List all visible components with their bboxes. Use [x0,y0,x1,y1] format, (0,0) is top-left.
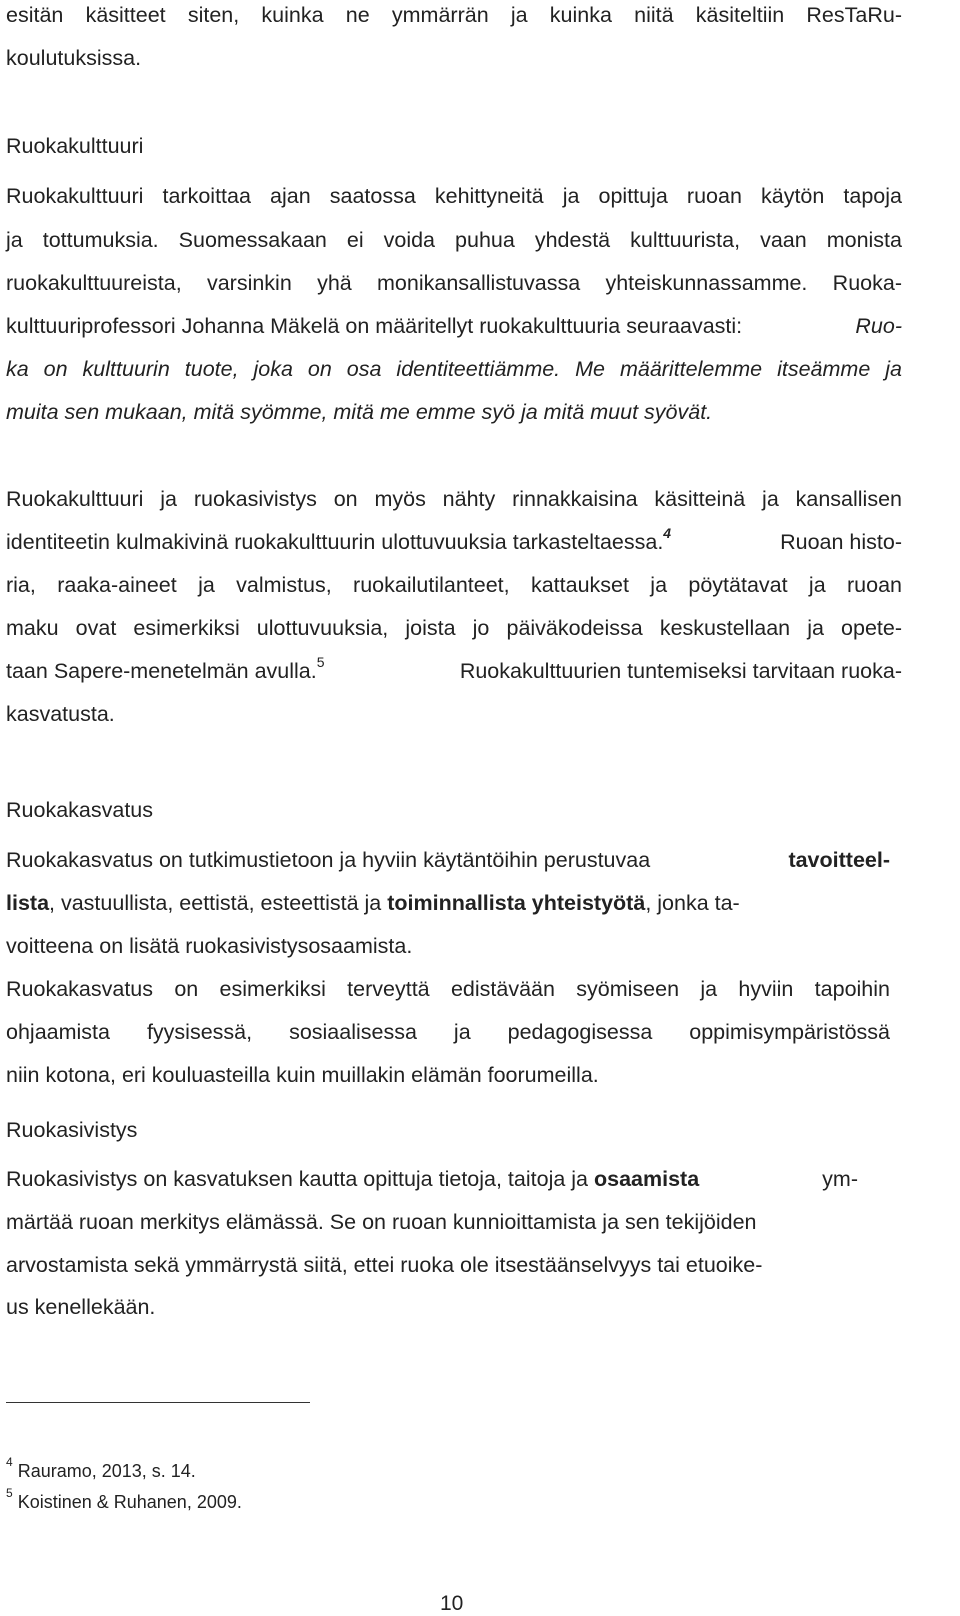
footnote [6,1486,242,1513]
paragraph-line: us kenellekään. [6,1295,156,1319]
line-segment-italic: Ruo- [855,314,902,338]
line-segment: kulttuuriprofessori Johanna Mäkelä on määritellyt ruokakulttuuria seuraavasti: [6,314,743,338]
paragraph-line: ruokakulttuureista, varsinkin yhä monikansallistuvassa yhteiskunnassamme. Ruoka- [6,271,902,295]
paragraph-line: Ruokakasvatus on esimerkiksi terveyttä edistävään syömiseen ja hyviin tapoihin [6,977,890,1001]
line-segment: taan Sapere-menetelmän avulla. [6,659,317,683]
paragraph-line-italic: ka on kulttuurin tuote, joka on osa identiteettiämme. Me määrittelemme itseämme ja [6,357,902,381]
paragraph-line [6,1166,858,1192]
section-heading-ruokasivistys: Ruokasivistys [6,1118,138,1142]
paragraph-line-italic: muita sen mukaan, mitä syömme, mitä me emme syö ja mitä muut syövät. [6,400,713,424]
page-number: 10 [440,1592,464,1615]
paragraph-line: ohjaamista fyysisessä, sosiaalisessa ja pedagogisessa oppimisympäristössä [6,1020,890,1044]
line-segment: ym- [822,1167,858,1191]
paragraph-line [6,313,902,339]
section-heading-ruokakulttuuri: Ruokakulttuuri [6,134,144,158]
paragraph-line [6,847,890,873]
line-segment-bold: tavoitteel- [788,848,890,872]
paragraph-line: märtää ruoan merkitys elämässä. Se on ruoan kunnioittamista ja sen tekijöiden [6,1210,757,1234]
paragraph-line: maku ovat esimerkiksi ulottuvuuksia, joista jo päiväkodeissa keskustellaan ja opete- [6,616,902,640]
paragraph-line: niin kotona, eri kouluasteilla kuin muillakin elämän foorumeilla. [6,1063,599,1087]
footnote-ref: 5 [316,653,325,670]
paragraph-line: ja tottumuksia. Suomessakaan ei voida puhua yhdestä kulttuurista, vaan monista [6,228,902,252]
footnote-text: Koistinen & Ruhanen, 2009. [17,1492,242,1512]
paragraph-line [6,653,902,684]
paragraph-line: Ruokakulttuuri tarkoittaa ajan saatossa kehittyneitä ja opittuja ruoan käytön tapoja [6,184,902,208]
line-segment-bold: lista [6,891,50,915]
line-segment: Ruoan histo- [780,530,902,554]
paragraph-line: kasvatusta. [6,702,115,726]
paragraph-line: koulutuksissa. [6,46,142,70]
line-segment: Ruokasivistys on kasvatuksen kautta opittuja tietoja, taitoja ja [6,1167,589,1191]
footnote [6,1455,196,1482]
footnote-mark: 5 [6,1486,13,1500]
footnote-divider [6,1402,310,1403]
line-segment: Ruokakulttuurien tuntemiseksi tarvitaan ruoka- [459,659,902,683]
footnote-text: Rauramo, 2013, s. 14. [17,1461,196,1481]
line-segment: identiteetin kulmakivinä ruokakulttuurin ulottuvuuksia tarkasteltaessa. [6,530,664,554]
line-segment: , jonka ta- [645,891,740,915]
paragraph-line: Ruokakulttuuri ja ruokasivistys on myös nähty rinnakkaisina käsitteinä ja kansallisen [6,487,902,511]
line-segment-bold: toiminnallista yhteistyötä [387,891,646,915]
paragraph-line [6,890,890,916]
paragraph-line: voitteena on lisätä ruokasivistysosaamista. [6,934,413,958]
paragraph-line [6,524,902,555]
line-segment: Ruokakasvatus on tutkimustietoon ja hyviin käytäntöihin perustuvaa [6,848,651,872]
section-heading-ruokakasvatus: Ruokakasvatus [6,798,153,822]
footnote-ref: 4 [663,524,672,541]
line-segment: , vastuullista, eettistä, esteettistä ja [49,891,382,915]
paragraph-line: arvostamista sekä ymmärrystä siitä, ettei ruoka ole itsestäänselvyys tai etuoike- [6,1253,763,1277]
footnote-mark: 4 [6,1455,13,1469]
paragraph-line: ria, raaka-aineet ja valmistus, ruokailutilanteet, kattaukset ja pöytätavat ja ruoan [6,573,902,597]
paragraph-line: esitän käsitteet siten, kuinka ne ymmärrän ja kuinka niitä käsiteltiin ResTaRu- [6,3,902,27]
line-segment-bold: osaamista [594,1167,700,1191]
